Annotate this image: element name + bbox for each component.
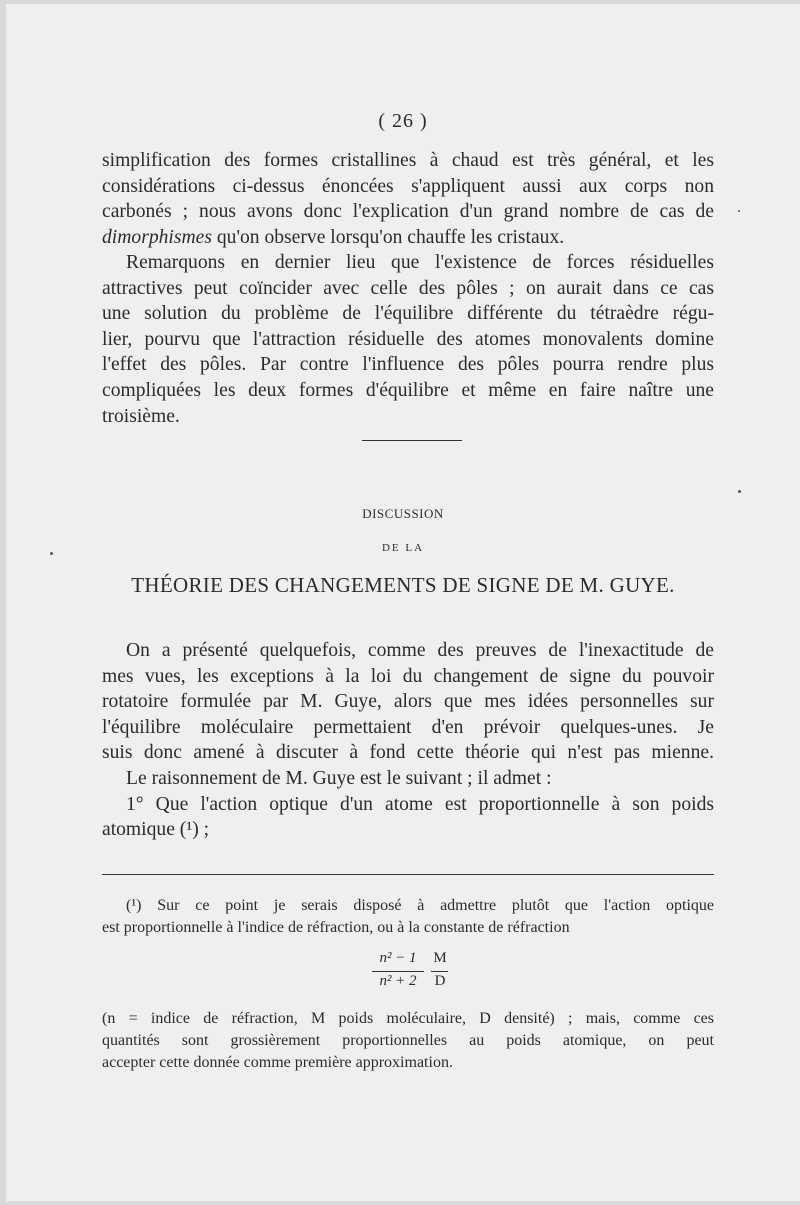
text-line: atomique (¹) ; [102, 819, 210, 841]
footnote-line: est proportionnelle à l'indice de réfraction, ou à la constante de réfraction [102, 919, 570, 936]
footnote-line: accepter cette donnée comme première approximation. [102, 1054, 453, 1071]
section-title: THÉORIE DES CHANGEMENTS DE SIGNE DE M. GUYE. [131, 573, 675, 597]
text-line: rotatoire formulée par M. Guye, alors que mes idées personnelles sur [102, 691, 714, 713]
footnote-continued [102, 1008, 714, 1074]
text-line: Remarquons en dernier lieu que l'existence de forces résiduelles [126, 252, 714, 273]
fraction-bar [372, 971, 424, 972]
fraction-bar [431, 971, 448, 972]
section-heading-discussion: DISCUSSION [362, 506, 444, 521]
formula-numerator: n² − 1 [379, 950, 417, 966]
formula-denominator: n² + 2 [379, 973, 417, 989]
footnote-line: (¹) Sur ce point je serais disposé à admettre plutôt que l'action optique [126, 897, 714, 914]
footnote-separator [102, 874, 714, 875]
paragraph-1 [102, 148, 714, 250]
paragraph-3 [102, 638, 714, 843]
text-line: compliquées les deux formes d'équilibre et même en faire naître une [102, 379, 714, 401]
text-line: attractives peut coïncider avec celle des pôles ; on aurait dans ce cas [102, 277, 714, 299]
paragraph-2 [102, 250, 714, 429]
text-line: l'effet des pôles. Par contre l'influence des pôles pourra rendre plus [102, 354, 714, 376]
formula-numerator-m: M [433, 950, 447, 966]
paper-speck [738, 490, 741, 493]
refraction-formula [6, 950, 800, 994]
text-line [102, 225, 714, 251]
formula-denominator-d: D [434, 973, 446, 989]
text-line: l'équilibre moléculaire permettaient d'en prévoir quelques-unes. Je [102, 716, 714, 738]
text-line: simplification des formes cristallines à chaud est très général, et les [102, 150, 714, 171]
footnote-line: quantités sont grossièrement proportionnelles au poids atomique, on peut [102, 1032, 714, 1049]
text-line: troisième. [102, 405, 180, 427]
paper-speck [738, 210, 740, 212]
footnote-line: (n = indice de réfraction, M poids moléculaire, D densité) ; mais, comme ces [102, 1010, 714, 1027]
book-page [6, 4, 800, 1201]
text-line: On a présenté quelquefois, comme des preuves de l'inexactitude de [126, 640, 714, 661]
text-line: 1° Que l'action optique d'un atome est proportionnelle à son poids [126, 793, 714, 815]
text-line: Le raisonnement de M. Guye est le suivant ; il admet : [126, 767, 552, 789]
section-heading-de-la: DE LA [381, 542, 425, 554]
text-line: mes vues, les exceptions à la loi du changement de signe du pouvoir [102, 665, 714, 687]
page-number: ( 26 ) [378, 110, 428, 132]
paper-speck [50, 552, 53, 555]
text-line: considérations ci-dessus énoncées s'appliquent aussi aux corps non [102, 175, 714, 197]
text-fragment: qu'on observe lorsqu'on chauffe les cristaux. [211, 226, 565, 248]
italic-term: dimorphismes [102, 226, 212, 248]
text-line: suis donc amené à discuter à fond cette théorie qui n'est pas mienne. [102, 742, 714, 764]
text-line: lier, pourvu que l'attraction résiduelle des atomes monovalents domine [102, 328, 714, 350]
footnote [102, 895, 714, 939]
text-line: carbonés ; nous avons donc l'explication d'un grand nombre de cas de [102, 201, 714, 223]
section-divider [362, 440, 462, 441]
text-line: une solution du problème de l'équilibre différente du tétraèdre régu- [102, 303, 714, 325]
